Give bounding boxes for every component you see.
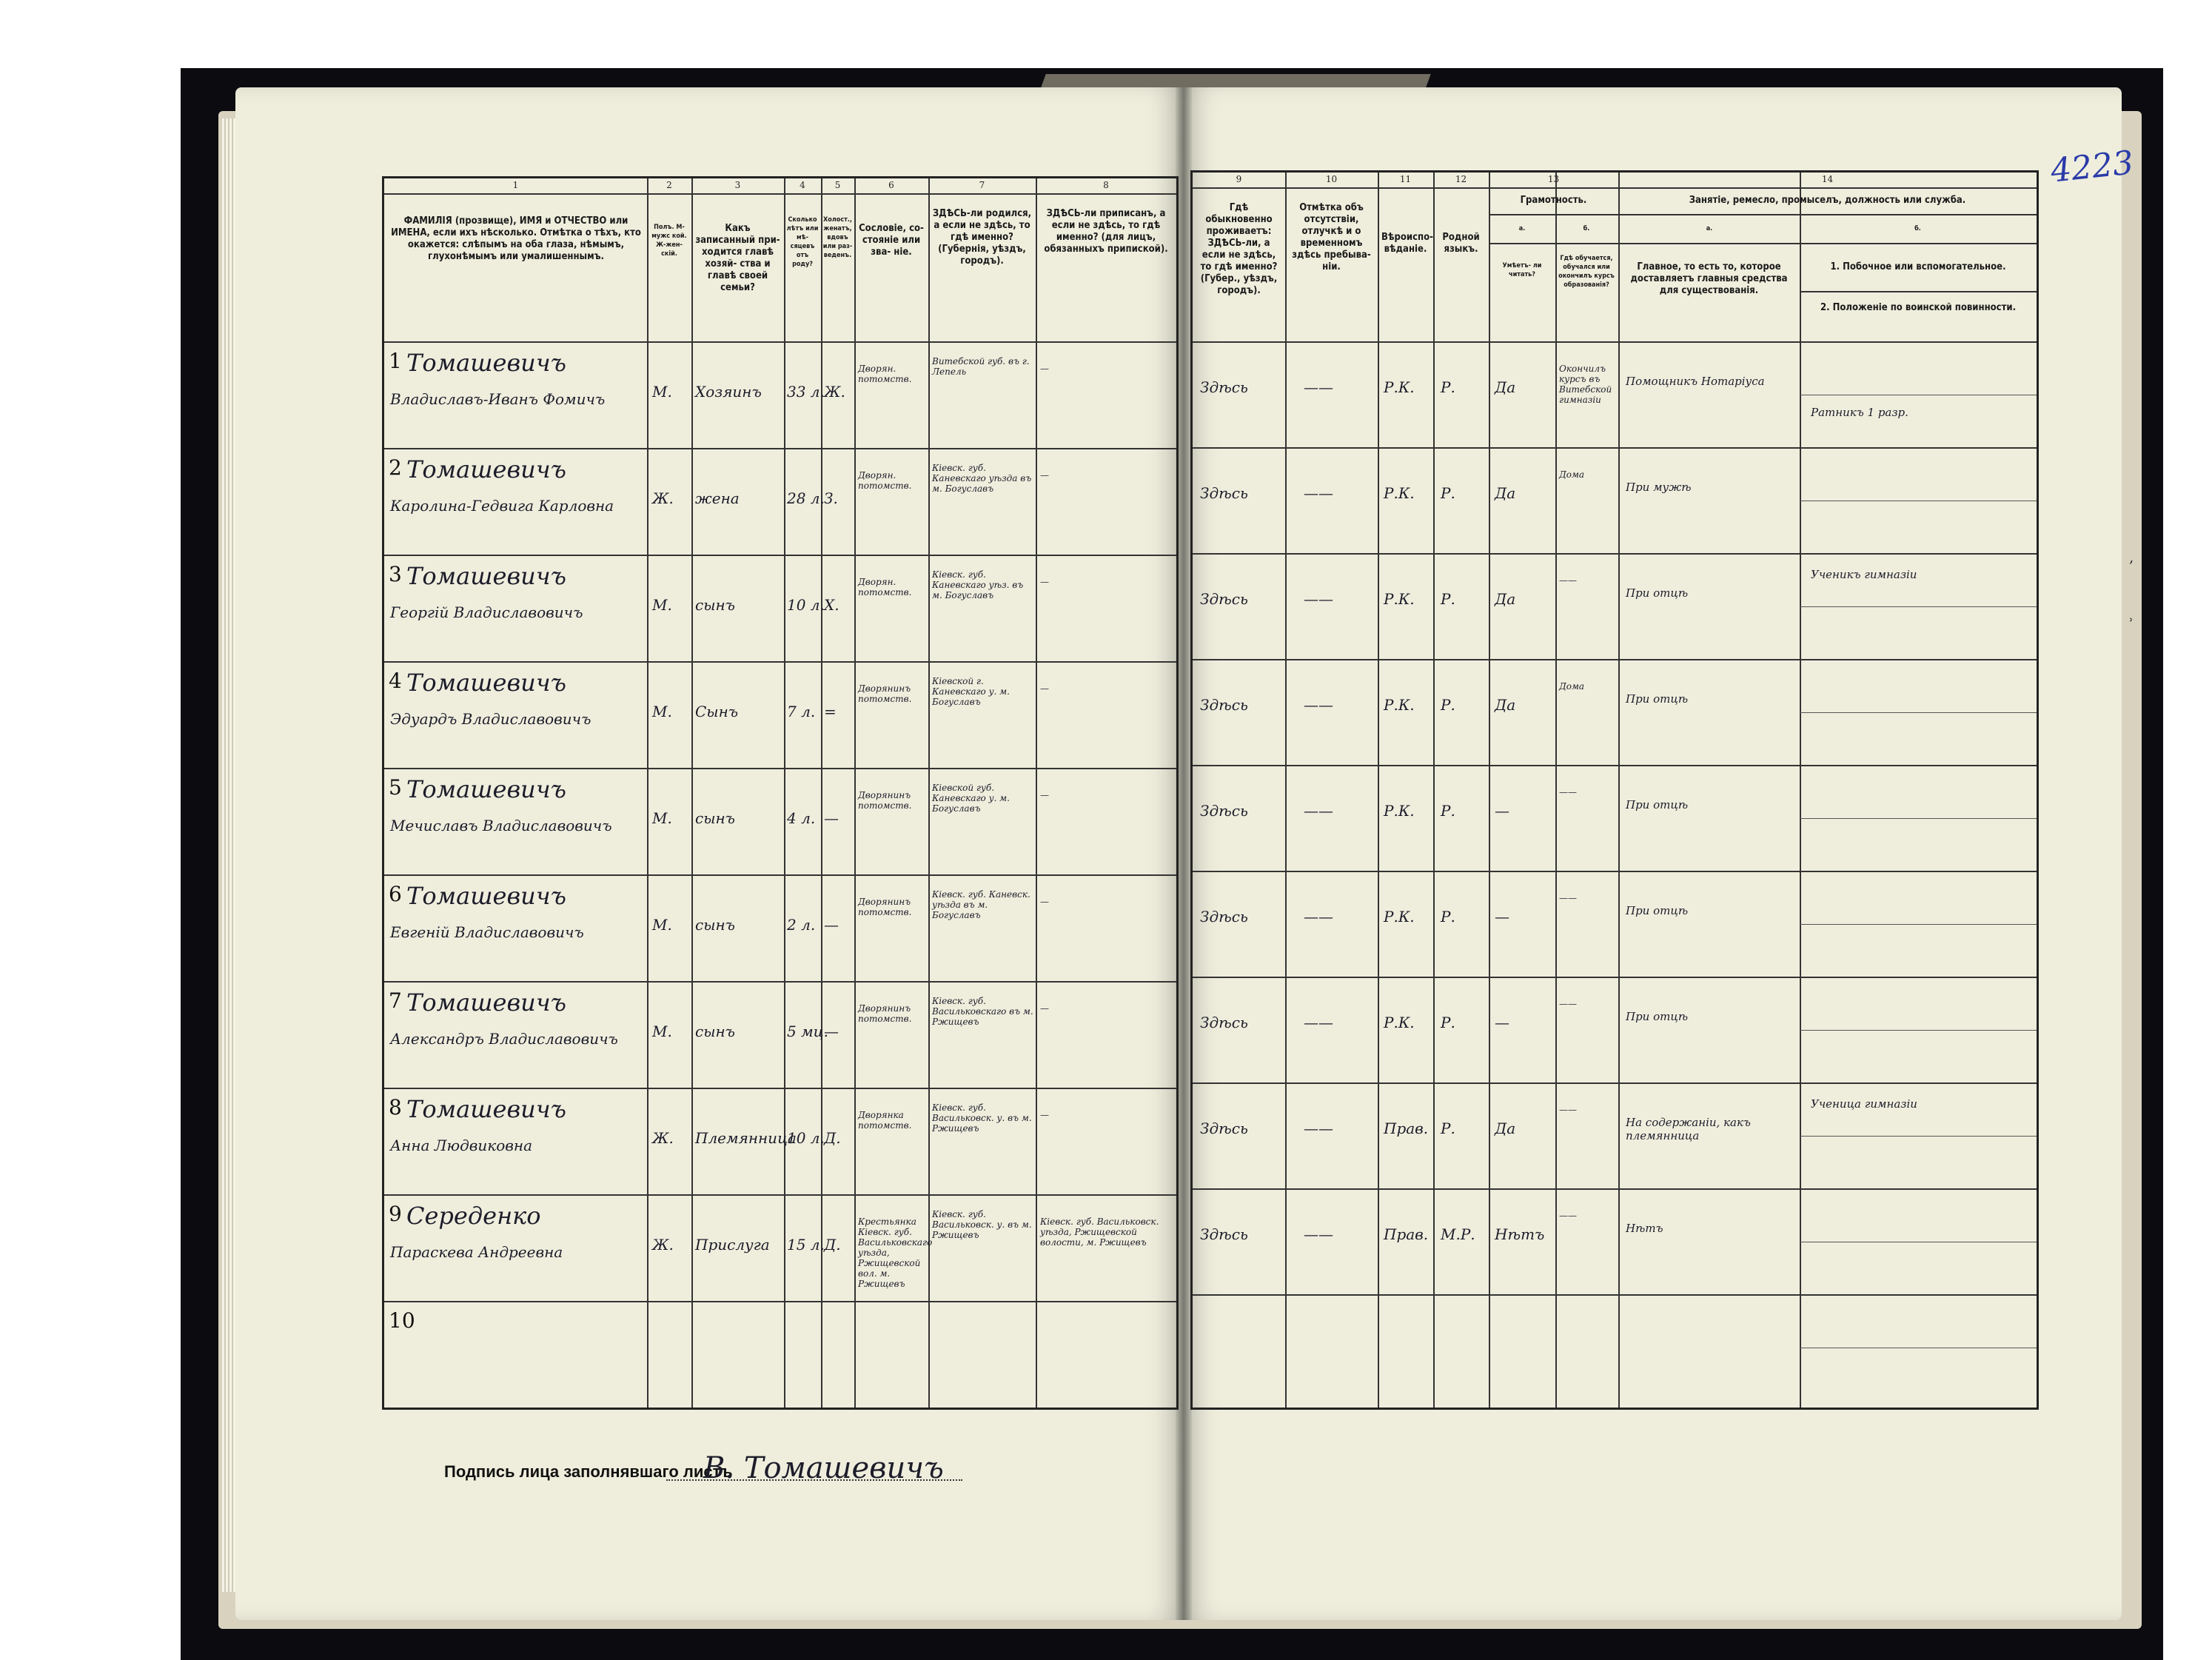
sex: М. (652, 809, 672, 827)
estate (858, 1323, 926, 1397)
birthplace: Кiевской г. Каневскаго у. м. Богуславъ (932, 676, 1010, 707)
colnum-13: 13 (1547, 174, 1560, 184)
sex: Ж. (652, 1129, 674, 1147)
registered-place: — (1040, 577, 1049, 587)
row-divider (384, 1301, 1176, 1302)
residence: Здѣсь (1200, 696, 1248, 714)
religion: Прав. (1384, 1225, 1429, 1243)
header-col13b-letter: б. (1583, 225, 1590, 232)
header-col12: Родной языкъ. (1442, 232, 1480, 255)
census-form-right (1190, 170, 2039, 1410)
surname: Томашевичъ (406, 1095, 566, 1123)
colnum-11: 11 (1399, 174, 1412, 184)
residence: Здѣсь (1200, 378, 1248, 396)
sub-divider (1800, 1030, 2037, 1031)
literate: — (1495, 1014, 1509, 1031)
surname: Середенко (406, 1202, 541, 1230)
birthplace: Витебской губ. въ г. Лепель (932, 356, 1030, 377)
marital-status: — (824, 916, 839, 934)
religion: Р.К. (1384, 590, 1415, 608)
given-names: Анна Людвиковна (390, 1137, 532, 1154)
absence: —— (1304, 590, 1333, 608)
estate: Крестьянка Кiевск. губ. Васильковскаго уѣзда, Ржищевской вол. м. Ржищевъ (858, 1216, 933, 1289)
header-col13a-letter: а. (1518, 225, 1526, 232)
signature-label: Подпись лица заполнявшаго листъ (444, 1462, 733, 1481)
row-divider (384, 1088, 1176, 1089)
header-col14b-letter: б. (1914, 225, 1921, 232)
relation: Хозяинъ (695, 383, 762, 401)
education: Дома (1559, 469, 1585, 480)
literate: Да (1495, 484, 1516, 502)
registered-place (1040, 1323, 1173, 1397)
surname: Томашевичъ (406, 882, 566, 910)
relation: сынъ (695, 916, 735, 934)
residence: Здѣсь (1200, 802, 1248, 820)
row-number: 2 (389, 455, 402, 480)
header-col8: ЗДѢСЬ-ли приписанъ, а если не здѣсь, то гдѣ именно? (для лицъ, обязанныхъ припиской). (1044, 208, 1168, 255)
native-language: М.Р. (1441, 1225, 1475, 1243)
marital-status: З. (824, 489, 838, 507)
row-number: 9 (389, 1202, 402, 1226)
given-names: Александръ Владиславовичъ (390, 1030, 618, 1048)
main-occupation: При отцѣ (1626, 798, 1689, 811)
religion: Р.К. (1384, 1014, 1415, 1031)
registered-place: Кiевск. губ. Васильковск. уѣзда, Ржищевской волости, м. Ржищевъ (1040, 1216, 1159, 1248)
colnum-9: 9 (1236, 174, 1242, 184)
header-col1: ФАМИЛIЯ (прозвище), ИМЯ и ОТЧЕСТВО или ИМЕНА, если ихъ нѣсколько. Отмѣтка о тѣхъ, кто окажется: слѣпымъ на оба глаза, нѣмымъ, глухонѣмымъ или умалишеннымъ. (391, 215, 641, 262)
given-names: Параскева Андреевна (390, 1243, 563, 1261)
sex: М. (652, 703, 672, 720)
side-occupation: Ученикъ гимназiи (1811, 568, 1917, 581)
education: —— (1559, 1211, 1577, 1221)
header-col13b: Гдѣ обучается, обучался или окончилъ курсъ образованiя? (1558, 255, 1615, 289)
registered-place: — (1040, 897, 1049, 907)
header-col13a: Умѣетъ- ли читать? (1502, 262, 1542, 278)
header-col14b1: 1. Побочное или вспомогательное. (1830, 261, 2006, 272)
estate: Дворян. потомств. (858, 364, 912, 384)
colnum-5: 5 (834, 180, 841, 190)
relation: сынъ (695, 809, 735, 827)
literate: Нѣтъ (1495, 1225, 1545, 1243)
row-number: 1 (389, 349, 402, 373)
literate: — (1495, 802, 1509, 820)
row-divider (1193, 447, 2037, 449)
birthplace: Кiевск. губ. Васильковск. у. въ м. Ржищевъ (932, 1209, 1032, 1240)
given-names: Мечиславъ Владиславовичъ (390, 817, 612, 834)
margin-mark: , (2129, 548, 2134, 566)
absence: —— (1304, 1225, 1333, 1243)
surname: Томашевичъ (406, 988, 566, 1017)
header-col10: Отмѣтка объ отсутствiи, отлучкѣ и о временномъ здѣсь пребыва- нiи. (1292, 202, 1371, 272)
sub-divider (1800, 606, 2037, 607)
sex: М. (652, 916, 672, 934)
main-occupation: При отцѣ (1626, 904, 1689, 917)
surname: Томашевичъ (406, 669, 566, 697)
colnum-2: 2 (666, 180, 672, 190)
residence: Здѣсь (1200, 1120, 1248, 1137)
sub-divider (1800, 818, 2037, 819)
native-language: Р. (1441, 590, 1455, 608)
row-divider (1193, 977, 2037, 978)
age: 5 мц. (787, 1023, 828, 1040)
main-occupation: При мужѣ (1626, 481, 1692, 494)
estate: Дворянинъ потомств. (858, 790, 912, 811)
row-divider (1193, 659, 2037, 660)
estate: Дворянинъ потомств. (858, 897, 912, 917)
native-language: Р. (1441, 378, 1455, 396)
header-col14a: Главное, то есть то, которое доставляетъ главныя средства для существованiя. (1630, 261, 1788, 296)
education: —— (1559, 575, 1577, 586)
military-status: Ратникъ 1 разр. (1811, 405, 1908, 419)
main-occupation: При отцѣ (1626, 692, 1689, 706)
given-names: Владиславъ-Иванъ Фомичъ (390, 390, 606, 408)
header-col4: Сколько лѣтъ или мѣ- сяцевъ отъ роду? (786, 216, 819, 268)
header-col7: ЗДѢСЬ-ли родился, а если не здѣсь, то гдѣ именно? (Губернiя, уѣздъ, городъ). (932, 208, 1032, 267)
sex: М. (652, 383, 672, 401)
religion: Р.К. (1384, 696, 1415, 714)
literate: — (1495, 908, 1509, 926)
native-language: Р. (1441, 484, 1455, 502)
colnum-12: 12 (1455, 174, 1467, 184)
main-occupation: Помощникъ Нотарiуса (1626, 375, 1765, 388)
literate: Да (1495, 378, 1516, 396)
marital-status: Х. (824, 596, 839, 614)
relation: сынъ (695, 596, 735, 614)
birthplace: Кiевск. губ. Васильковскаго въ м. Ржищевъ (932, 996, 1033, 1027)
marital-status: — (824, 1023, 839, 1040)
given-names: Георгiй Владиславовичъ (390, 603, 583, 621)
age: 10 л. (787, 1129, 825, 1147)
margin-mark: ʾ (2129, 615, 2134, 632)
given-names: Евгенiй Владиславовичъ (390, 923, 584, 941)
row-number: 8 (389, 1095, 402, 1120)
birthplace: Кiевск. губ. Каневскаго уѣз. въ м. Богуславъ (932, 569, 1024, 600)
registered-place: — (1040, 1003, 1049, 1014)
page-stamp: 4223 (2048, 144, 2136, 190)
row-divider (1193, 871, 2037, 872)
education: —— (1559, 893, 1577, 903)
native-language: Р. (1441, 802, 1455, 820)
header-col2: Полъ. М-мужс кой. Ж-жен- скiй. (651, 224, 687, 258)
header-col11: Вѣроиспо- вѣданiе. (1381, 232, 1434, 255)
sex: М. (652, 1023, 672, 1040)
birthplace: Кiевской губ. Каневскаго у. м. Богуславъ (932, 783, 1010, 814)
main-occupation: На содержанiи, какъ племянница (1626, 1116, 1751, 1142)
colnum-4: 4 (800, 180, 805, 190)
row-divider (384, 1194, 1176, 1196)
row-divider (1193, 1188, 2037, 1190)
literate: Да (1495, 590, 1516, 608)
relation: сынъ (695, 1023, 735, 1040)
literate: Да (1495, 696, 1516, 714)
header-col14b2: 2. Положенiе по воинской повинности. (1820, 302, 2017, 313)
relation: Племянница (695, 1129, 797, 1147)
registered-place: — (1040, 683, 1049, 694)
header-col5: Холост., женатъ, вдовъ или раз- веденъ. (822, 216, 853, 259)
header-col14: Занятiе, ремесло, промыселъ, должность или служба. (1689, 195, 1966, 206)
registered-place: — (1040, 470, 1049, 481)
education: —— (1559, 787, 1577, 797)
given-names: Эдуардъ Владиславовичъ (390, 710, 591, 728)
row-divider (384, 874, 1176, 876)
religion: Р.К. (1384, 484, 1415, 502)
row-divider (1193, 1082, 2037, 1084)
sex: Ж. (652, 489, 674, 507)
row-number: 4 (389, 669, 402, 693)
row-divider (384, 448, 1176, 449)
native-language: Р. (1441, 1120, 1455, 1137)
education: Окончилъ курсъ въ Витебской гимназiи (1559, 364, 1612, 405)
estate: Дворянинъ потомств. (858, 683, 912, 704)
marital-status: — (824, 809, 839, 827)
colnum-14: 14 (1821, 174, 1834, 184)
row-number: 10 (389, 1308, 415, 1333)
education: —— (1559, 999, 1577, 1009)
row-number: 3 (389, 562, 402, 586)
marital-status: Д. (824, 1236, 841, 1254)
birthplace: Кiевск. губ. Васильковск. у. въ м. Ржищевъ (932, 1102, 1032, 1134)
native-language: Р. (1441, 696, 1455, 714)
side-occupation: Ученица гимназiи (1811, 1097, 1917, 1111)
absence: —— (1304, 1014, 1333, 1031)
row-divider (384, 768, 1176, 769)
absence: —— (1304, 908, 1333, 926)
registered-place: — (1040, 790, 1049, 800)
religion: Р.К. (1384, 378, 1415, 396)
row-number: 5 (389, 775, 402, 800)
marital-status: Д. (824, 1129, 841, 1147)
row-divider (384, 661, 1176, 663)
row-divider (1193, 553, 2037, 555)
age: 4 л. (787, 809, 816, 827)
education (1559, 1316, 1617, 1390)
education: Дома (1559, 681, 1585, 692)
relation: Прислуга (695, 1236, 770, 1254)
row-number: 7 (389, 988, 402, 1013)
surname: Томашевичъ (406, 775, 566, 803)
colnum-1: 1 (512, 180, 519, 190)
row-divider (1193, 765, 2037, 766)
header-col13: Грамотность. (1520, 195, 1587, 206)
header-col6: Сословiе, со- стоянiе или зва- нiе. (859, 223, 924, 258)
education: —— (1559, 1105, 1577, 1115)
relation: Сынъ (695, 703, 739, 720)
absence: —— (1304, 1120, 1333, 1137)
registered-place: — (1040, 364, 1049, 374)
estate: Дворянка потомств. (858, 1110, 912, 1131)
signature: В. Томашевичъ (703, 1451, 944, 1485)
age: 7 л. (787, 703, 816, 720)
colnum-7: 7 (979, 180, 985, 190)
estate: Дворянинъ потомств. (858, 1003, 912, 1024)
absence: —— (1304, 378, 1333, 396)
religion: Р.К. (1384, 802, 1415, 820)
residence: Здѣсь (1200, 1014, 1248, 1031)
surname: Томашевичъ (406, 562, 566, 590)
relation: жена (695, 489, 740, 507)
surname: Томашевичъ (406, 455, 566, 483)
sub-divider (1800, 924, 2037, 925)
main-occupation: При отцѣ (1626, 586, 1689, 600)
colnum-3: 3 (734, 180, 741, 190)
native-language: Р. (1441, 1014, 1455, 1031)
religion: Прав. (1384, 1120, 1429, 1137)
residence: Здѣсь (1200, 590, 1248, 608)
colnum-6: 6 (888, 180, 894, 190)
residence: Здѣсь (1200, 908, 1248, 926)
sex: М. (652, 596, 672, 614)
census-form-left (382, 176, 1179, 1410)
row-divider (384, 981, 1176, 983)
surname: Томашевичъ (406, 349, 566, 377)
native-language: Р. (1441, 908, 1455, 926)
birthplace: Кiевск. губ. Каневск. уѣзда въ м. Богуславъ (932, 889, 1030, 920)
religion: Р.К. (1384, 908, 1415, 926)
age: 10 л. (787, 596, 825, 614)
colnum-10: 10 (1325, 174, 1338, 184)
sex: Ж. (652, 1236, 674, 1254)
given-names: Каролина-Гедвига Карловна (390, 497, 614, 515)
row-number: 6 (389, 882, 402, 906)
literate: Да (1495, 1120, 1516, 1137)
age: 15 л. (787, 1236, 825, 1254)
row-divider (384, 555, 1176, 556)
sub-divider (1800, 712, 2037, 713)
header-col3: Какъ записанный при- ходится главѣ хозяй- ства и главѣ своей семьи? (695, 223, 780, 293)
age: 33 л. (787, 383, 825, 401)
marital-status: Ж. (824, 383, 845, 401)
absence: —— (1304, 802, 1333, 820)
estate: Дворян. потомств. (858, 577, 912, 598)
colnum-8: 8 (1103, 180, 1109, 190)
age: 28 л. (787, 489, 825, 507)
main-occupation: При отцѣ (1626, 1010, 1689, 1023)
registered-place: — (1040, 1110, 1049, 1120)
main-occupation: Нѣтъ (1626, 1222, 1663, 1235)
sub-divider (1800, 1136, 2037, 1137)
absence: —— (1304, 696, 1333, 714)
header-col14a-letter: а. (1706, 225, 1713, 232)
birthplace (932, 1316, 1034, 1401)
estate: Дворян. потомств. (858, 470, 912, 491)
age: 2 л. (787, 916, 816, 934)
residence: Здѣсь (1200, 484, 1248, 502)
marital-status: = (824, 703, 837, 720)
absence: —— (1304, 484, 1333, 502)
residence: Здѣсь (1200, 1225, 1248, 1243)
row-divider (1193, 1294, 2037, 1296)
birthplace: Кiевск. губ. Каневскаго уѣзда въ м. Богуславъ (932, 463, 1032, 494)
header-col9: Гдѣ обыкновенно проживаетъ: ЗДѢСЬ-ли, а если не здѣсь, то гдѣ именно? (Губер., уѣздъ, городъ). (1200, 202, 1278, 296)
